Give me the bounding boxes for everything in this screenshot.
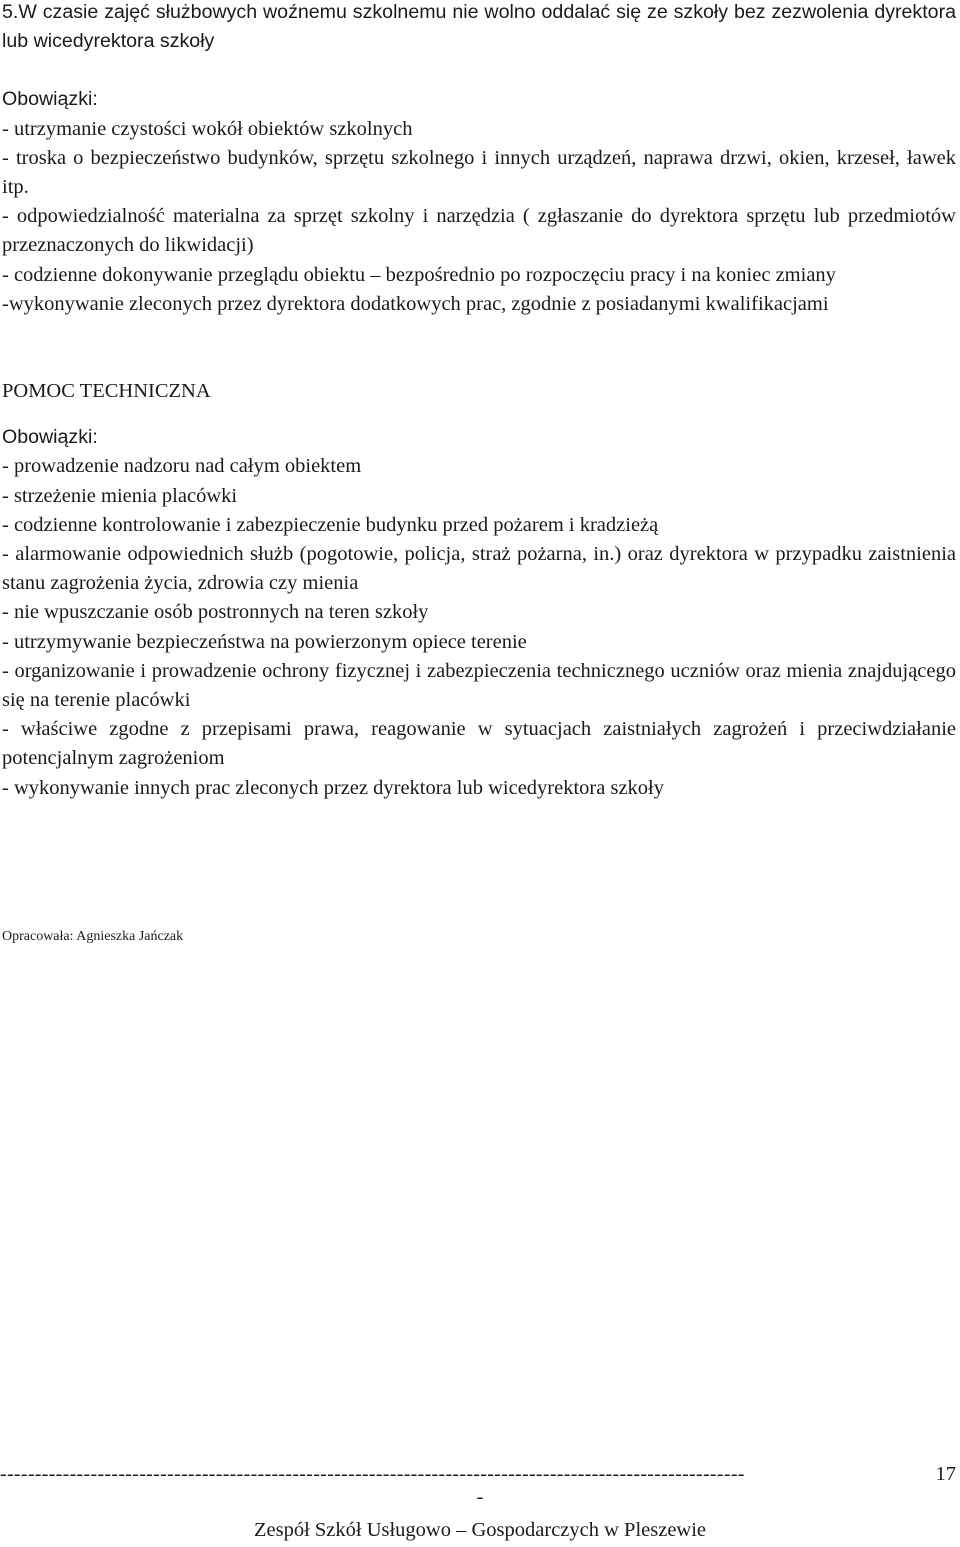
footer-dash-line: ----------------------------------------------------------------------------------------------------------- <box>0 1463 745 1485</box>
section2-item: - nie wpuszczanie osób postronnych na teren szkoły <box>2 601 429 624</box>
section1-heading: Obowiązki: <box>2 88 98 111</box>
section2-item: - alarmowanie odpowiednich służb (pogotowie, policja, straż pożarna, in.) oraz dyrektora w przypadku zaistnienia stanu zagrożenia życia, zdrowia czy mienia <box>2 543 956 595</box>
section1-item: - odpowiedzialność materialna za sprzęt szkolny i narzędzia ( zgłaszanie do dyrektora sprzętu lub przedmiotów przeznaczonych do likwidacji) <box>2 205 956 257</box>
section1-item: - utrzymanie czystości wokół obiektów szkolnych <box>2 117 413 140</box>
footer-dash: - <box>476 1486 484 1508</box>
section2-item: - codzienne kontrolowanie i zabezpieczenie budynku przed pożarem i kradzieżą <box>2 513 659 536</box>
section2-item: - wykonywanie innych prac zleconych przez dyrektora lub wicedyrektora szkoły <box>2 776 664 799</box>
section2-title: POMOC TECHNICZNA <box>2 380 211 403</box>
spacer <box>2 406 956 423</box>
section2-item: - właściwe zgodne z przepisami prawa, reagowanie w sytuacjach zaistniałych zagrożeń i przeciwdziałanie potencjalnym zagrożeniom <box>2 718 956 770</box>
section2-item: - utrzymywanie bezpieczeństwa na powierzonym opiece terenie <box>2 630 527 653</box>
section2-heading: Obowiązki: <box>2 426 98 449</box>
section1-item: - troska o bezpieczeństwo budynków, sprzętu szkolnego i innych urządzeń, naprawa drzwi, okien, krzeseł, ławek itp. <box>2 146 956 199</box>
section2-item: - prowadzenie nadzoru nad całym obiektem <box>2 455 362 478</box>
spacer <box>2 319 956 377</box>
page-number: 17 <box>935 1463 956 1485</box>
spacer <box>2 56 956 85</box>
intro-paragraph: 5.W czasie zajęć służbowych woźnemu szkolnemu nie wolno oddalać się ze szkoły bez zezwolenia dyrektora lub wicedyrektora szkoły <box>2 1 956 53</box>
section1-item: -wykonywanie zleconych przez dyrektora dodatkowych prac, zgodnie z posiadanymi kwalifikacjami <box>2 292 829 315</box>
footer-rule <box>0 1459 960 1489</box>
author-note: Opracowała: Agnieszka Jańczak <box>2 929 184 944</box>
section2-item: - organizowanie i prowadzenie ochrony fizycznej i zabezpieczenia technicznego uczniów oraz mienia znajdującego się na terenie placówki <box>2 659 956 712</box>
section2-item: - strzeżenie mienia placówki <box>2 484 238 507</box>
footer-school-name: Zespół Szkół Usługowo – Gospodarczych w Pleszewie <box>253 1519 707 1541</box>
section1-item: - codzienne dokonywanie przeglądu obiektu – bezpośrednio po rozpoczęciu pracy i na koniec zmiany <box>2 263 836 286</box>
page-content <box>2 0 956 803</box>
